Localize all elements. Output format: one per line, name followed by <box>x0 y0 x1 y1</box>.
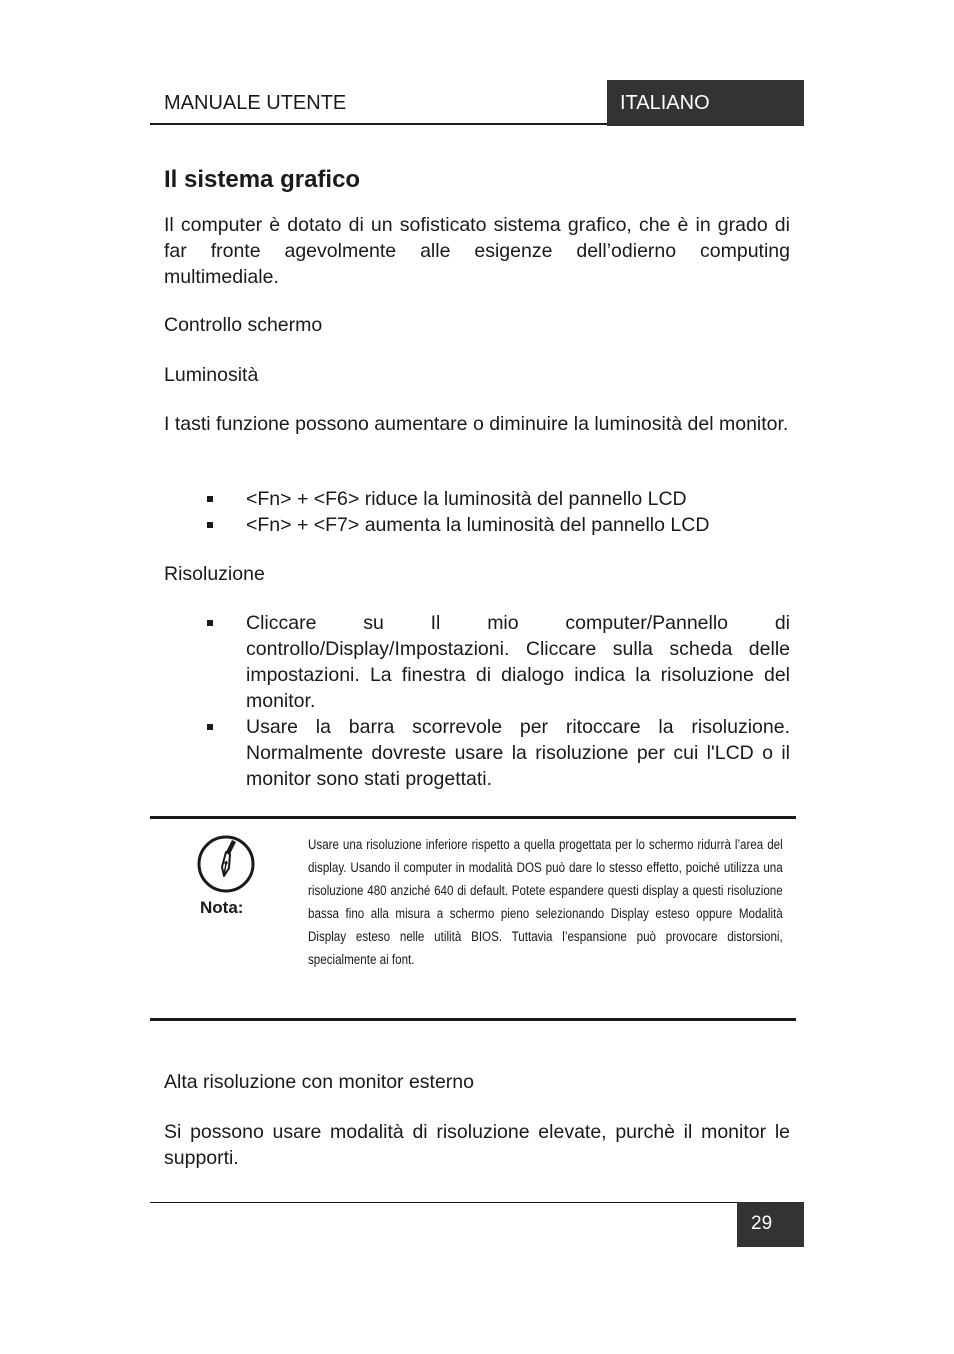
luminosita-list <box>205 486 790 538</box>
pen-nib-icon <box>196 834 256 894</box>
luminosita-heading: Luminosità <box>164 364 259 386</box>
bullet-square-icon <box>207 522 213 528</box>
alta-risoluzione-heading: Alta risoluzione con monitor esterno <box>164 1071 474 1093</box>
risoluzione-list <box>205 610 790 792</box>
note-top-rule <box>150 816 796 819</box>
list-item <box>205 512 790 538</box>
luminosita-paragraph: I tasti funzione possono aumentare o diminuire la luminosità del monitor. <box>164 413 789 435</box>
list-item-text: Cliccare su Il mio computer/Pannello di controllo/Display/Impostazioni. Cliccare sulla scheda delle impostazioni. La finestra di dialogo indica la risoluzione del monitor. <box>246 612 790 712</box>
note-label: Nota: <box>200 898 244 917</box>
controllo-schermo-heading: Controllo schermo <box>164 314 323 336</box>
header-rule <box>150 123 608 125</box>
list-item-text: <Fn> + <F6> riduce la luminosità del pannello LCD <box>246 488 687 510</box>
list-item-text: Usare la barra scorrevole per ritoccare la risoluzione. Normalmente dovreste usare la risoluzione per cui l'LCD o il monitor sono stati progettati. <box>246 716 790 790</box>
list-item <box>205 714 790 792</box>
page-number: 29 <box>751 1213 773 1234</box>
list-item <box>205 610 790 714</box>
note-text: Usare una risoluzione inferiore rispetto a quella progettata per lo schermo ridurrà l’area del display. Usando il computer in modalità DOS può dare lo stesso effetto, poiché utilizza una risoluzione 480 anziché 640 di default. Potete espandere questi display a questi risoluzione bassa fino alla misura a schermo pieno selezionando Display esteso oppure Modalità Display esteso nelle utilità BIOS. Tuttavia l’espansione può provocare distorsioni, specialmente ai font. <box>308 837 783 967</box>
header-language-label: ITALIANO <box>620 92 710 114</box>
note-bottom-rule <box>150 1018 796 1021</box>
bullet-square-icon <box>207 620 213 626</box>
header-language-tab <box>607 80 804 126</box>
risoluzione-heading: Risoluzione <box>164 563 265 585</box>
list-item-text: <Fn> + <F7> aumenta la luminosità del pannello LCD <box>246 514 710 536</box>
footer-rule <box>150 1202 804 1203</box>
bullet-square-icon <box>207 496 213 502</box>
list-item <box>205 486 790 512</box>
intro-paragraph: Il computer è dotato di un sofisticato sistema grafico, che è in grado di far fronte agevolmente alle esigenze dell’odierno computing multimediale. <box>164 214 790 288</box>
section-title: Il sistema grafico <box>164 166 361 193</box>
alta-risoluzione-paragraph: Si possono usare modalità di risoluzione elevate, purchè il monitor le supporti. <box>164 1121 790 1169</box>
header-manual-label: MANUALE UTENTE <box>164 92 347 114</box>
footer-page-tab <box>737 1202 804 1247</box>
bullet-square-icon <box>207 724 213 730</box>
